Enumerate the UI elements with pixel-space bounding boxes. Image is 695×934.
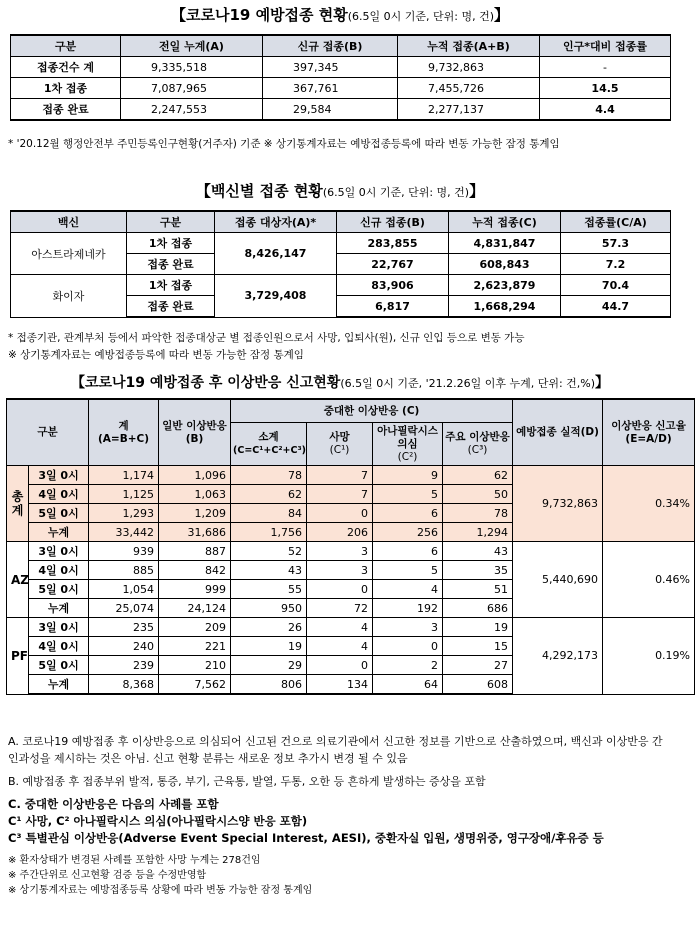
cell: 78 [443,504,513,523]
cell: 939 [89,542,159,561]
cell: 950 [231,599,307,618]
definition-c1: C¹ 사망, C² 아나필락시스 의심(아나필락시스양 반응 포함) [8,814,308,828]
cell: 72 [307,599,373,618]
row-label: 1차 접종 [11,78,121,99]
cell: 4.4 [540,99,671,121]
table-row [11,275,671,296]
footnote-2: ※ 주간단위로 신고현황 검증 등을 수정반영함 [8,870,207,881]
header-rate: 인구*대비 접종률 [540,35,671,57]
cell: 0 [373,637,443,656]
header-target: 접종 대상자(A)* [215,211,337,233]
cell: 33,442 [89,523,159,542]
section2-title: 【백신별 접종 현황(6.5일 0시 기준, 단위: 명, 건)】 [195,182,485,200]
vaccination-count: 4,292,173 [513,618,603,695]
row-label: 5일 0시 [29,504,89,523]
cell: 4,831,847 [449,233,561,254]
row-label: 4일 0시 [29,561,89,580]
cell: 209 [159,618,231,637]
section2-title-text: 백신별 접종 현황 [210,182,323,200]
cell: 83,906 [337,275,449,296]
cell: 4 [373,580,443,599]
row-label: 접종 완료 [127,296,215,318]
header-vaccine: 백신 [11,211,127,233]
cell: 0 [307,656,373,675]
cell: 44.7 [561,296,671,318]
report-rate: 0.19% [603,618,695,695]
row-label: 누계 [29,523,89,542]
cell: 7.2 [561,254,671,275]
cell: 256 [373,523,443,542]
cell: 0 [307,580,373,599]
cell: 14.5 [540,78,671,99]
cell: 57.3 [561,233,671,254]
cell: 2,247,553 [121,99,263,121]
table-row [7,542,695,561]
row-label: 접종 완료 [11,99,121,121]
vaccination-status-table [10,34,671,121]
cell: 8,368 [89,675,159,695]
cell: 7 [307,485,373,504]
cell: 6 [373,504,443,523]
cell: 19 [231,637,307,656]
section2-subtitle: (6.5일 0시 기준, 단위: 명, 건) [322,186,470,199]
header-rate: 이상반응 신고율 (E=A/D) [603,399,695,466]
cell: 1,174 [89,466,159,485]
header-new: 신규 접종(B) [337,211,449,233]
row-label: 4일 0시 [29,485,89,504]
table-row [7,618,695,637]
table-row [11,99,671,121]
vaccine-name-az: 아스트라제네카 [11,233,127,275]
cell: 999 [159,580,231,599]
row-label: 3일 0시 [29,618,89,637]
report-rate: 0.46% [603,542,695,618]
cell: 52 [231,542,307,561]
row-label: 3일 0시 [29,542,89,561]
cell: 6,817 [337,296,449,318]
section1-subtitle: (6.5일 0시 기준, 단위: 명, 건) [347,10,494,23]
row-label: 5일 0시 [29,656,89,675]
cell: 2 [373,656,443,675]
table-row [11,233,671,254]
definition-c: C. 중대한 이상반응은 다음의 사례를 포함 [8,797,219,811]
definition-c3: C³ 특별관심 이상반응(Adverse Event Special Interest, AESI), 중환자실 입원, 생명위중, 영구장애/후유증 등 [8,831,604,845]
row-label: 3일 0시 [29,466,89,485]
definitions [8,733,672,898]
cell: 7 [307,466,373,485]
header-anaphylaxis: 아나필락시스 의심 (C²) [373,423,443,466]
cell: 5 [373,485,443,504]
row-label: 4일 0시 [29,637,89,656]
header-serious: 중대한 이상반응 (C) [231,399,513,423]
cell: 25,074 [89,599,159,618]
cell: 1,054 [89,580,159,599]
section1-title-text: 코로나19 예방접종 현황 [186,6,348,24]
cell: 1,294 [443,523,513,542]
row-label: 1차 접종 [127,233,215,254]
cell: 43 [443,542,513,561]
header-gubun: 구분 [127,211,215,233]
footnote-1: ※ 환자상태가 변경된 사례를 포함한 사망 누계는 278건임 [8,855,261,866]
vaccination-count: 9,732,863 [513,466,603,542]
cell: 4 [307,618,373,637]
row-label: 5일 0시 [29,580,89,599]
cell: 70.4 [561,275,671,296]
cell: 26 [231,618,307,637]
target-az: 8,426,147 [215,233,337,275]
cell: 24,124 [159,599,231,618]
section3-title: 【코로나19 예방접종 후 이상반응 신고현황(6.5일 0시 기준, '21.2.26일 이후 누계, 단위: 건,%)】 [70,375,610,391]
cell: 22,767 [337,254,449,275]
section3-title-text: 코로나19 예방접종 후 이상반응 신고현황 [84,375,341,391]
cell: 29 [231,656,307,675]
cell: 62 [231,485,307,504]
row-label: 누계 [29,599,89,618]
table-row [7,466,695,485]
cell: 51 [443,580,513,599]
row-label: 접종건수 계 [11,57,121,78]
cell: 15 [443,637,513,656]
table-row [11,57,671,78]
definition-a: A. 코로나19 예방접종 후 이상반응으로 의심되어 신고된 건으로 의료기관에서 신고한 정보를 기반으로 산출하였으며, 백신과 이상반응 간 인과성을 제시하는 것은 아님. 신고 현황 분류는 새로운 정보 추가시 변경 될 수 있음 [8,735,663,765]
cell: 9 [373,466,443,485]
cell: 885 [89,561,159,580]
header-general: 일반 이상반응 (B) [159,399,231,466]
section3-subtitle: (6.5일 0시 기준, '21.2.26일 이후 누계, 단위: 건,%) [340,377,596,390]
header-gubun: 구분 [7,399,89,466]
cell: 84 [231,504,307,523]
cell: 1,209 [159,504,231,523]
section2-note-2: ※ 상기통계자료는 예방접종등록에 따라 변동 가능한 잠정 통계임 [8,349,304,361]
cell: 7,562 [159,675,231,695]
cell: 1,096 [159,466,231,485]
cell: 192 [373,599,443,618]
cell: 134 [307,675,373,695]
cell: 7,455,726 [398,78,540,99]
header-subtotal: 소계 (C=C¹+C²+C³) [231,423,307,466]
cell: 3 [307,561,373,580]
header-total: 계 (A=B+C) [89,399,159,466]
header-gubun: 구분 [11,35,121,57]
cell: 62 [443,466,513,485]
cell: 7,087,965 [121,78,263,99]
cell: 1,293 [89,504,159,523]
row-label: 1차 접종 [127,275,215,296]
cell: 29,584 [263,99,398,121]
cell: 221 [159,637,231,656]
cell: 19 [443,618,513,637]
vaccination-count: 5,440,690 [513,542,603,618]
cell: 31,686 [159,523,231,542]
header-death: 사망 (C¹) [307,423,373,466]
cell: 35 [443,561,513,580]
cell: 210 [159,656,231,675]
cell: 235 [89,618,159,637]
cell: 3 [307,542,373,561]
section1-note: * '20.12월 행정안전부 주민등록인구현황(거주자) 기준 ※ 상기통계자료는 예방접종등록에 따라 변동 가능한 잠정 통계임 [8,138,560,150]
cell: - [540,57,671,78]
cell: 842 [159,561,231,580]
cell: 608 [443,675,513,695]
cell: 1,668,294 [449,296,561,318]
cell: 1,125 [89,485,159,504]
footnote-3: ※ 상기통계자료는 예방접종등록 상황에 따라 변동 가능한 잠정 통계임 [8,885,313,896]
vaccine-status-table [10,210,671,318]
adverse-event-table [6,398,695,695]
header-prev-total: 전일 누계(A) [121,35,263,57]
row-label: 누계 [29,675,89,695]
section1-title: 【코로나19 예방접종 현황(6.5일 0시 기준, 단위: 명, 건)】 [170,6,510,24]
header-vacc: 예방접종 실적(D) [513,399,603,466]
cell: 2,623,879 [449,275,561,296]
cell: 887 [159,542,231,561]
header-new: 신규 접종(B) [263,35,398,57]
cell: 240 [89,637,159,656]
cell: 27 [443,656,513,675]
cell: 0 [307,504,373,523]
cell: 608,843 [449,254,561,275]
cell: 686 [443,599,513,618]
cell: 64 [373,675,443,695]
group-label: AZ [7,542,29,618]
header-rate: 접종률(C/A) [561,211,671,233]
cell: 806 [231,675,307,695]
cell: 3 [373,618,443,637]
table-row [11,78,671,99]
cell: 2,277,137 [398,99,540,121]
header-major: 주요 이상반응 (C³) [443,423,513,466]
cell: 367,761 [263,78,398,99]
cell: 283,855 [337,233,449,254]
cell: 6 [373,542,443,561]
header-cumulative: 누적 접종(A+B) [398,35,540,57]
cell: 1,063 [159,485,231,504]
cell: 9,732,863 [398,57,540,78]
cell: 397,345 [263,57,398,78]
cell: 50 [443,485,513,504]
definition-b: B. 예방접종 후 접종부위 발적, 통증, 부기, 근육통, 발열, 두통, 오한 등 흔하게 발생하는 증상을 포함 [8,775,486,788]
report-rate: 0.34% [603,466,695,542]
cell: 206 [307,523,373,542]
cell: 239 [89,656,159,675]
target-pf: 3,729,408 [215,275,337,318]
cell: 4 [307,637,373,656]
section2-note-1: * 접종기관, 관계부처 등에서 파악한 접종대상군 별 접종인원으로서 사망, 입퇴사(원), 신규 인입 등으로 변동 가능 [8,332,525,344]
row-label: 접종 완료 [127,254,215,275]
cell: 55 [231,580,307,599]
vaccine-name-pf: 화이자 [11,275,127,318]
group-label: 총계 [7,466,29,542]
cell: 78 [231,466,307,485]
group-label: PF [7,618,29,695]
cell: 1,756 [231,523,307,542]
cell: 43 [231,561,307,580]
cell: 5 [373,561,443,580]
header-cumulative: 누적 접종(C) [449,211,561,233]
cell: 9,335,518 [121,57,263,78]
